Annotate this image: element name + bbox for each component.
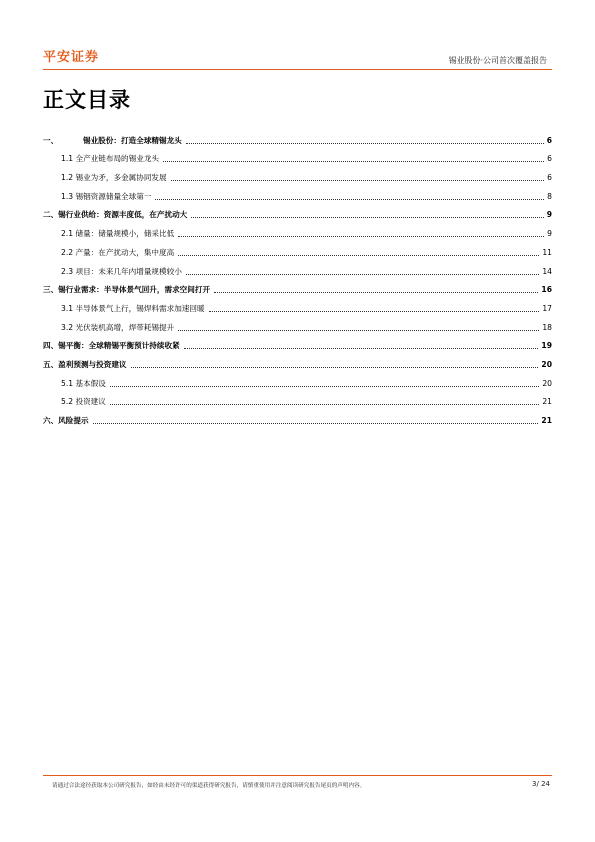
toc-entry-label [61,267,184,277]
toc-entry[interactable] [43,407,552,426]
toc-entry-text: 1.2 锡业为矛，多金属协同发展 [61,173,167,183]
report-type: 锡业股份·公司首次覆盖报告 [448,56,547,65]
toc-entry-page: 19 [541,341,552,351]
toc-entry-page: 20 [541,359,552,369]
toc-dot-leader [184,348,539,349]
toc-dot-leader [131,367,539,368]
toc-entry[interactable] [43,258,552,277]
toc-entry-page: 9 [547,229,552,239]
toc-entry-text: 5.2 投资建议 [61,397,106,407]
toc-entry-label [43,360,129,370]
toc-entry[interactable] [43,183,552,202]
toc-entry[interactable] [43,389,552,408]
toc-entry-label [61,323,176,333]
toc-entry-text: 锡业股份：打造全球精锡龙头 [83,135,182,145]
toc-entry-page: 17 [542,303,552,313]
toc-entry-page: 14 [542,266,552,276]
toc-entry-label [61,173,169,183]
toc-entry[interactable] [43,127,552,146]
toc-entry-text: 2.2 产量：在产扰动大，集中度高 [61,247,175,257]
toc-entry-text: 四、锡平衡：全球精锡平衡预计持续收紧 [43,341,180,351]
toc-entry-label [61,304,207,314]
toc-entry-label [61,229,176,239]
page-title: 正文目录 [43,88,131,112]
toc-entry-label [61,154,161,164]
toc-entry-page: 9 [546,210,552,220]
toc-dot-leader [178,236,544,237]
footer-disclaimer: 请通过合法途径获取本公司研究报告，如经由未经许可的渠道获得研究报告，请慎重使用并注意阅读研究报告尾页的声明内容。 [52,783,366,789]
toc-entry-page: 18 [542,322,552,332]
toc-entry-page: 16 [541,285,552,295]
toc-entry-label [61,248,176,258]
toc-entry[interactable] [43,277,552,296]
toc-entry-label [61,192,153,202]
toc-dot-leader [209,311,540,312]
toc-entry-text: 3.1 半导体景气上行，锡焊料需求加速回暖 [61,303,205,313]
toc-entry-text: 二、锡行业供给：资源丰度低，在产扰动大 [43,210,188,220]
toc-entry-label [43,416,91,426]
toc-entry[interactable] [43,333,552,352]
toc-entry[interactable] [43,295,552,314]
toc-dot-leader [178,330,539,331]
toc-entry-page: 6 [546,135,552,145]
toc-dot-leader [110,386,539,387]
toc-entry[interactable] [43,370,552,389]
toc-dot-leader [155,199,544,200]
toc-entry[interactable] [43,220,552,239]
toc-entry-label [61,379,108,389]
toc-entry-text: 2.1 储量：储量规模小，储采比低 [61,229,175,239]
brand-logo: 平安证券 [43,50,100,65]
header-divider [43,69,552,70]
toc-entry[interactable] [43,164,552,183]
toc-entry[interactable] [43,146,552,165]
toc-entry-text: 五、盈利预测与投资建议 [43,359,127,369]
toc-entry[interactable] [43,351,552,370]
toc-entry-label [43,285,212,295]
toc-entry-text: 1.1 全产业链布局的锡业龙头 [61,154,160,164]
toc-entry-text: 三、锡行业需求：半导体景气回升，需求空间打开 [43,285,211,295]
toc-dot-leader [93,423,539,424]
toc-entry-page: 21 [541,416,552,425]
toc-dot-leader [178,255,539,256]
toc-entry-page: 6 [547,154,552,164]
toc-entry[interactable] [43,202,552,221]
toc-entry-label [43,341,182,351]
toc-dot-leader [171,180,545,181]
toc-dot-leader [110,404,539,405]
toc-dot-leader [186,274,540,275]
toc-entry-page: 21 [542,397,552,407]
toc-entry-page: 6 [547,173,552,183]
toc-dot-leader [191,217,543,218]
table-of-contents [43,127,552,426]
toc-entry-label [43,136,184,146]
footer-divider [43,775,552,776]
toc-dot-leader [186,143,544,144]
toc-entry[interactable] [43,239,552,258]
toc-entry-page: 8 [547,191,552,201]
toc-dot-leader [214,292,538,293]
toc-entry-number: 一、 [43,135,59,145]
toc-entry-page: 20 [542,378,552,388]
page-number: 3/ 24 [532,780,550,788]
toc-entry-text: 5.1 基本假设 [61,378,106,388]
toc-entry-label [43,210,189,220]
toc-entry-text: 3.2 光伏装机高增，焊带耗锡提升 [61,322,175,332]
toc-dot-leader [163,161,544,162]
toc-entry-page: 11 [542,247,552,257]
toc-entry-label [61,397,108,407]
toc-entry[interactable] [43,314,552,333]
toc-entry-text: 2.3 项目：未来几年内增量规模较小 [61,266,182,276]
toc-entry-text: 六、风险提示 [43,416,89,425]
toc-entry-text: 1.3 锡铟资源储量全球第一 [61,191,152,201]
